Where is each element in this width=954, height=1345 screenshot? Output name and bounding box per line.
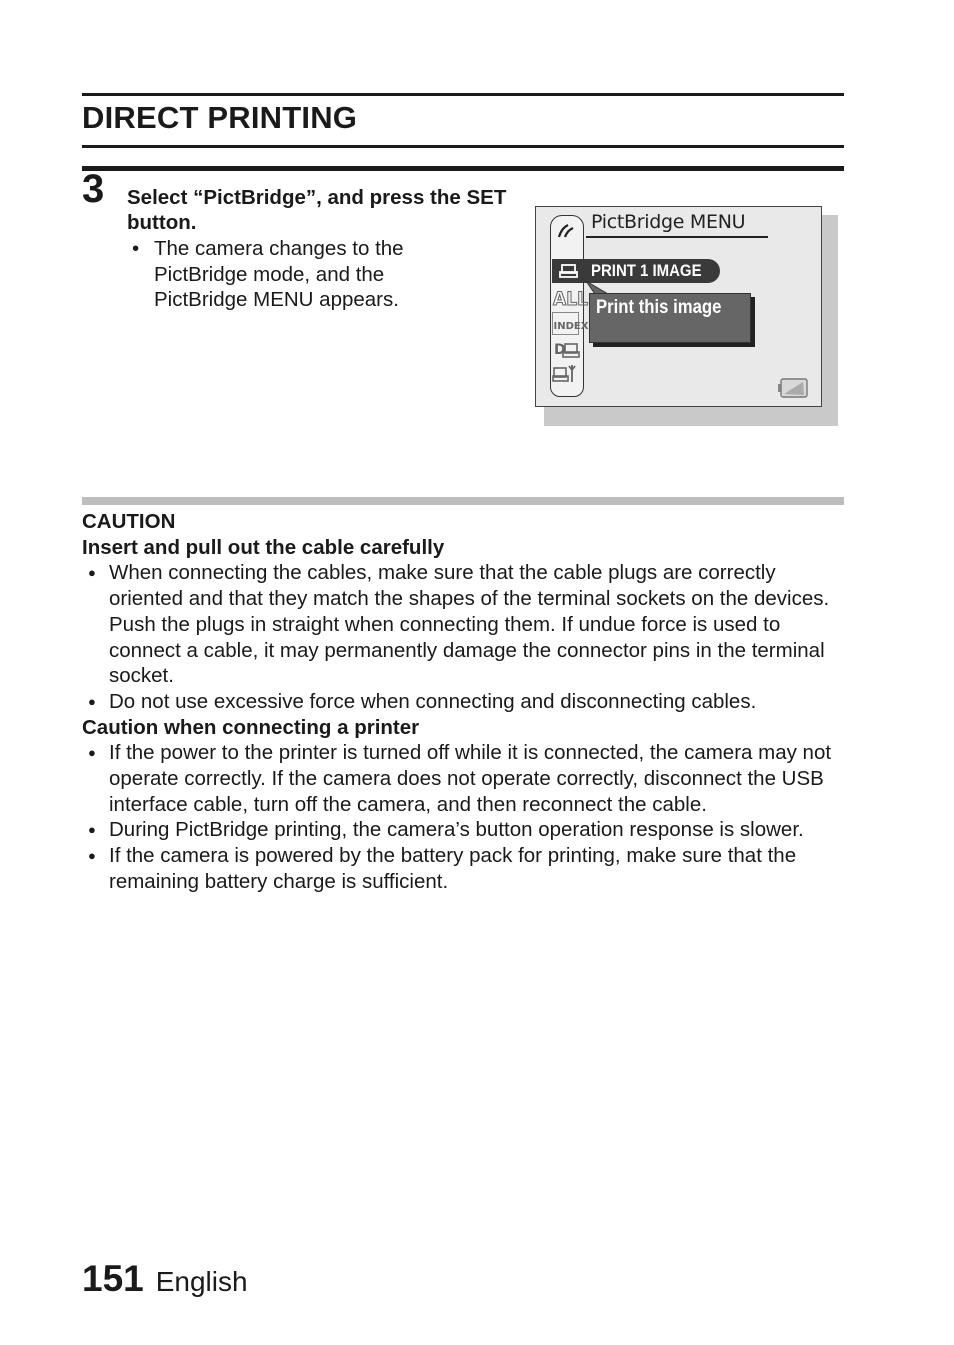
header-top-rule bbox=[82, 93, 844, 96]
caution-bullet: ● During PictBridge printing, the camera’s button operation response is slower. bbox=[82, 817, 847, 843]
header-bottom-rule bbox=[82, 145, 844, 148]
pictbridge-icon bbox=[556, 222, 576, 240]
caution-bullet: ● When connecting the cables, make sure that the cable plugs are correctly oriented and that they match the shapes of the terminal sockets on the devices. Push the plugs in straight when connecting them. If undue force is used to connect a cable, it may permanently damage the connector pins in the terminal socket. bbox=[82, 560, 847, 689]
step-rule bbox=[82, 166, 844, 171]
menu-item-print-1-image[interactable] bbox=[552, 259, 720, 283]
printer-settings-icon bbox=[553, 362, 581, 384]
date-print-icon bbox=[553, 338, 581, 360]
caution-bullet: ● If the power to the printer is turned off while it is connected, the camera may not operate correctly. If the camera does not operate correctly, disconnect the USB interface cable, turn off the camera, and then reconnect the cable. bbox=[82, 740, 847, 817]
battery-icon bbox=[777, 378, 809, 398]
index-print-label: INDEX bbox=[553, 321, 589, 332]
date-print-label: D bbox=[554, 342, 566, 358]
print-all-label: ALL bbox=[553, 288, 589, 310]
caution-bullet: ● If the camera is powered by the battery pack for printing, make sure that the remaining battery charge is sufficient. bbox=[82, 843, 847, 894]
tooltip-text: Print this image bbox=[596, 297, 722, 318]
print-1-image-icon bbox=[559, 264, 581, 279]
note-text: The camera changes to the PictBridge mode, and the PictBridge MENU appears. bbox=[154, 237, 404, 311]
language-label: English bbox=[155, 1266, 248, 1297]
step-number: 3 bbox=[82, 167, 105, 211]
caution-title: CAUTION bbox=[82, 510, 176, 533]
menu-title-underline bbox=[586, 236, 768, 238]
section-title: DIRECT PRINTING bbox=[82, 100, 358, 135]
camera-screen bbox=[535, 206, 822, 407]
page-number: 151 bbox=[82, 1258, 144, 1299]
menu-title: PictBridge MENU bbox=[591, 211, 746, 233]
index-print-icon bbox=[552, 312, 589, 336]
caution-heading: Caution when connecting a printer bbox=[82, 715, 420, 739]
caution-section bbox=[82, 509, 847, 895]
tooltip bbox=[589, 293, 751, 343]
caution-divider bbox=[82, 497, 844, 505]
caution-heading: Insert and pull out the cable carefully bbox=[82, 535, 445, 559]
menu-icon-bar bbox=[550, 215, 589, 397]
step-instruction: Select “PictBridge”, and press the SET button. bbox=[127, 186, 507, 234]
menu-item-label: PRINT 1 IMAGE bbox=[591, 261, 702, 280]
note-bullet: • bbox=[132, 237, 140, 260]
print-all-icon bbox=[553, 285, 589, 310]
caution-bullet: ● Do not use excessive force when connecting and disconnecting cables. bbox=[82, 689, 847, 715]
page-footer bbox=[82, 1258, 248, 1300]
step-note bbox=[127, 236, 467, 313]
